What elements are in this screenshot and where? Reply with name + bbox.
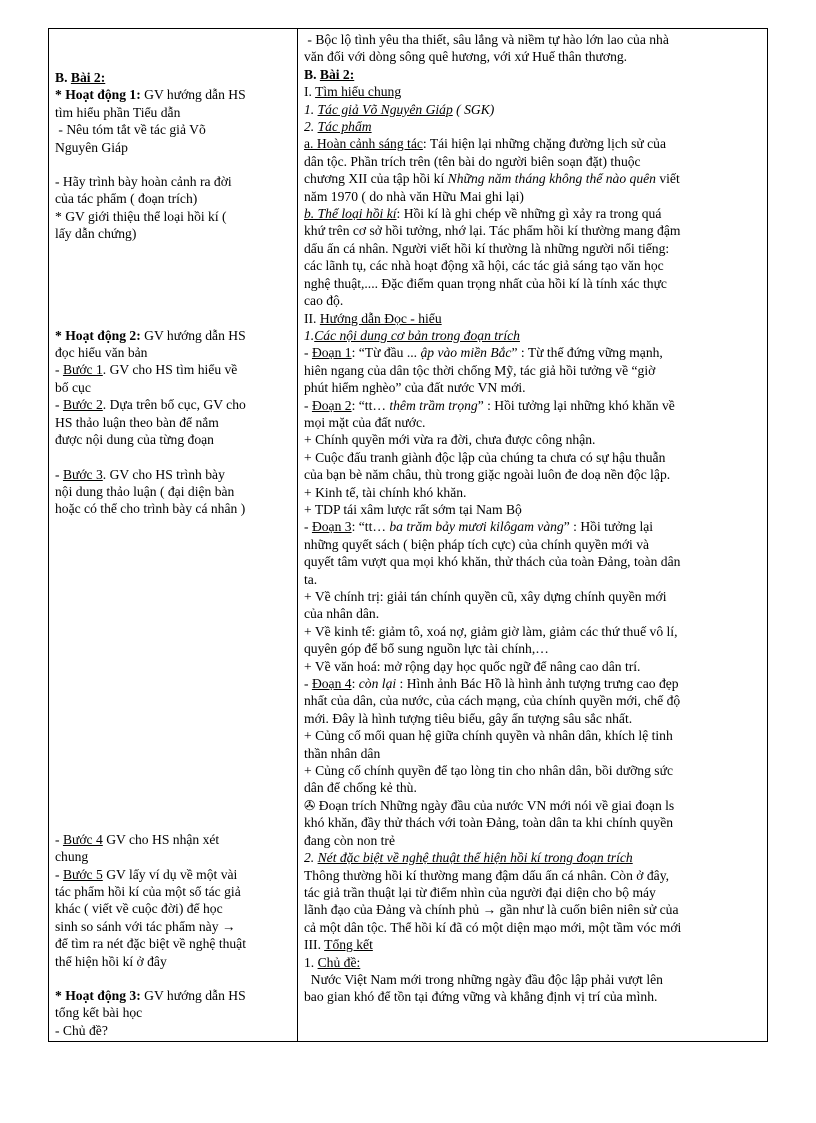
text-run: mọi mặt của đất nước. xyxy=(304,414,426,430)
text-run: bao gian khó để tồn tại đứng vững và khẳng định vị trí của mình. xyxy=(304,989,658,1005)
text-line xyxy=(304,849,763,866)
text-run: HS thảo luận theo bàn để nắm xyxy=(55,414,219,430)
text-line xyxy=(304,188,763,205)
text-run: ” : Hồi tưởng lại xyxy=(563,519,654,535)
text-line xyxy=(55,431,293,448)
text-run: tác giả trần thuật lại từ điểm nhìn của người đại diện cho bộ máy xyxy=(304,884,656,900)
text-run: 1. xyxy=(304,954,318,970)
text-line xyxy=(304,954,763,971)
text-run: Tìm hiểu chung xyxy=(315,84,402,100)
text-run: Những năm tháng không thể nào quên xyxy=(447,171,656,187)
text-line xyxy=(55,466,293,483)
text-line xyxy=(55,1022,293,1039)
text-run: ” : Từ thế đứng vững mạnh, xyxy=(511,345,663,361)
text-run: * Hoạt động 3: xyxy=(55,987,145,1003)
text-line xyxy=(304,518,763,535)
text-run: hoặc có thể cho trình bày cá nhân ) xyxy=(55,501,246,517)
text-line xyxy=(304,710,763,727)
text-line xyxy=(304,240,763,257)
text-run: . GV cho HS tìm hiểu về xyxy=(102,362,238,378)
text-run: quyết tâm vượt qua mọi khó khăn, thử thách của toàn Đảng, toàn dân xyxy=(304,554,681,570)
text-line xyxy=(304,867,763,884)
text-run: nội dung thảo luận ( đại diện bàn xyxy=(55,483,235,499)
text-run: - xyxy=(55,831,63,847)
text-line xyxy=(304,779,763,796)
text-line xyxy=(55,361,293,378)
text-run: dấu ấn cá nhân. Người viết hồi kí thường là những người nổi tiếng: xyxy=(304,240,670,256)
text-run: tác phẩm hồi kí của một số tác giả xyxy=(55,883,241,899)
text-run: Bước 5 xyxy=(62,866,103,882)
left-block xyxy=(55,86,293,156)
text-run: Đoạn 2 xyxy=(311,397,352,413)
text-run: GV hướng dẫn HS xyxy=(144,987,246,1003)
lesson-plan-table xyxy=(48,28,768,1042)
text-run: được nội dung của từng đoạn xyxy=(55,432,214,448)
text-line xyxy=(304,901,763,918)
text-run: Đoạn 3 xyxy=(311,519,352,535)
text-run: - xyxy=(304,345,312,361)
text-run: b. Thể loại hồi kí xyxy=(304,206,397,222)
text-run: GV cho HS nhận xét xyxy=(102,831,220,847)
text-run: của nhân dân. xyxy=(304,606,380,622)
text-line xyxy=(304,153,763,170)
text-run: chương XII của tập hồi kí xyxy=(304,171,448,187)
text-line xyxy=(304,397,763,414)
text-run: Tổng kết xyxy=(324,937,373,953)
text-run: Bước 3 xyxy=(62,466,103,482)
text-run: đọc hiểu văn bản xyxy=(55,345,148,361)
text-line xyxy=(304,101,763,118)
text-run: 1. xyxy=(304,327,315,343)
text-line xyxy=(55,883,293,900)
text-run: Đoạn 1 xyxy=(311,345,352,361)
text-run: : Tái hiện lại những chặng đường lịch sử của xyxy=(422,136,666,152)
lesson-content-column xyxy=(298,29,768,1042)
text-line xyxy=(304,257,763,274)
text-run: Tác phẩm xyxy=(317,119,372,135)
text-line xyxy=(304,135,763,152)
text-line xyxy=(55,935,293,952)
text-run: để tìm ra nét đặc biệt về nghệ thuật xyxy=(55,936,246,952)
text-run: * Hoạt động 1: xyxy=(55,87,145,103)
text-run: - xyxy=(55,466,63,482)
text-line xyxy=(304,310,763,327)
text-line xyxy=(304,292,763,309)
text-run: + Củng cố chính quyền để tạo lòng tin cho nhân dân, bồi dưỡng sức xyxy=(304,763,673,779)
text-line xyxy=(55,483,293,500)
text-run: chung xyxy=(55,849,89,865)
text-run: + Củng cố mối quan hệ giữa chính quyền và nhân dân, khích lệ tinh xyxy=(304,728,673,744)
text-line xyxy=(304,118,763,135)
text-line xyxy=(304,640,763,657)
text-run: lấy dẫn chứng) xyxy=(55,226,137,242)
text-line xyxy=(55,208,293,225)
text-run: lãnh đạo của Đảng và chính phủ → gần như là cuốn biên niên sử của xyxy=(304,902,679,918)
text-run: GV lấy ví dụ về một vài xyxy=(102,866,238,882)
text-line xyxy=(55,918,293,935)
text-run: Các nội dung cơ bản trong đoạn trích xyxy=(314,327,520,343)
text-run: sinh so sánh với tác phẩm này → xyxy=(55,918,236,934)
text-run: Chủ đề: xyxy=(317,954,361,970)
text-line xyxy=(55,86,293,103)
text-run: Thông thường hồi kí thường mang đậm dấu ấn cá nhân. Còn ở đây, xyxy=(304,867,670,883)
text-line xyxy=(55,500,293,517)
text-line xyxy=(55,848,293,865)
text-line xyxy=(55,987,293,1004)
text-run: III. xyxy=(304,937,325,953)
text-run: tổng kết bài học xyxy=(55,1005,143,1021)
table-row xyxy=(49,29,768,1042)
text-run: + Về chính trị: giải tán chính quyền cũ, xây dựng chính quyền mới xyxy=(304,589,667,604)
text-line xyxy=(304,623,763,640)
text-line xyxy=(55,139,293,156)
text-line xyxy=(55,344,293,361)
text-line xyxy=(304,66,763,83)
text-run: ta. xyxy=(304,571,318,587)
text-run: ập vào miền Bắc xyxy=(420,345,512,361)
text-run: Nguyên Giáp xyxy=(55,139,128,155)
text-run: + Kinh tế, tài chính khó khăn. xyxy=(304,484,467,500)
text-run: a. Hoàn cảnh sáng tác xyxy=(304,136,423,152)
text-line xyxy=(304,536,763,553)
text-line xyxy=(304,814,763,831)
text-run: đang còn non trẻ xyxy=(304,832,395,848)
text-line xyxy=(304,675,763,692)
text-run: Tác giả Võ Nguyên Giáp xyxy=(317,101,453,117)
text-line xyxy=(304,379,763,396)
text-line xyxy=(55,104,293,121)
text-run: + Chính quyền mới vừa ra đời, chưa được công nhận. xyxy=(304,432,596,448)
text-run: * Hoạt động 2: xyxy=(55,327,145,343)
text-line xyxy=(304,501,763,518)
text-run: dân để chống kẻ thù. xyxy=(304,780,417,796)
text-run: I. xyxy=(304,84,316,100)
text-run: Nước Việt Nam mới trong những ngày đầu độc lập phải vượt lên xyxy=(304,971,663,987)
text-run: mới. Đây là hình tượng tiêu biểu, gây ấn tượng sâu sắc nhất. xyxy=(304,710,633,726)
text-run: còn lại xyxy=(358,676,397,692)
text-run: B. xyxy=(55,70,71,85)
text-run: các lãnh tụ, các nhà hoạt động xã hội, các tác giả sáng tạo văn học xyxy=(304,258,664,274)
text-run: II. xyxy=(304,310,320,326)
left-block xyxy=(55,831,293,970)
text-run: phút hiểm nghèo” của đất nước VN mới. xyxy=(304,380,526,396)
text-run: bố cục xyxy=(55,379,91,395)
text-run: : Hồi kí là ghi chép về những gì xảy ra trong quá xyxy=(396,206,662,222)
text-line xyxy=(304,466,763,483)
text-line xyxy=(55,831,293,848)
text-run: tìm hiểu phần Tiểu dẫn xyxy=(55,104,181,120)
text-run: khứ trên cơ sở hồi tưởng, nhớ lại. Tác phẩm hồi kí thường mang đậm xyxy=(304,223,681,239)
teacher-activities-column xyxy=(49,29,298,1042)
text-run: Bước 2 xyxy=(62,397,103,413)
left-block xyxy=(55,69,293,86)
text-run: : “Từ đầu ... xyxy=(351,345,421,361)
text-run: GV hướng dẫn HS xyxy=(144,87,246,103)
text-run: Bước 1 xyxy=(62,362,103,378)
text-line xyxy=(304,83,763,100)
text-line xyxy=(304,344,763,361)
text-run: nghệ thuật,.... Đặc điểm quan trọng nhất của hồi kí là tính xác thực xyxy=(304,275,667,291)
text-run: 2. xyxy=(304,119,318,135)
left-block xyxy=(55,327,293,449)
text-line xyxy=(304,588,763,605)
text-line xyxy=(55,414,293,431)
text-run: - Nêu tóm tắt về tác giả Võ xyxy=(55,122,206,138)
text-line xyxy=(55,225,293,242)
text-run: của tác phẩm ( đoạn trích) xyxy=(55,191,198,207)
text-line xyxy=(304,745,763,762)
text-run: ” : Hồi tưởng lại những khó khăn về xyxy=(477,397,675,413)
text-line xyxy=(304,431,763,448)
text-line xyxy=(304,31,763,48)
text-run: + Về văn hoá: mở rộng dạy học quốc ngữ để nâng cao dân trí. xyxy=(304,658,641,674)
text-run: * GV giới thiệu thể loại hồi kí ( xyxy=(55,208,227,224)
text-line xyxy=(304,449,763,466)
text-run: - Hãy trình bày hoàn cảnh ra đời xyxy=(55,174,232,190)
text-line xyxy=(55,190,293,207)
text-line xyxy=(55,69,293,86)
text-run: của bạn bè năm châu, thù trong giặc ngoài luôn đe doạ nền độc lập. xyxy=(304,467,671,483)
text-line xyxy=(55,379,293,396)
text-run: cao độ. xyxy=(304,293,344,309)
left-block xyxy=(55,173,293,243)
text-line xyxy=(304,727,763,744)
text-line xyxy=(55,953,293,970)
text-line xyxy=(55,173,293,190)
text-run: : “tt… xyxy=(351,519,390,535)
text-run: thể hiện hồi kí ở đây xyxy=(55,953,167,969)
text-line xyxy=(304,971,763,988)
text-line xyxy=(304,919,763,936)
text-run: - xyxy=(304,519,312,535)
text-line xyxy=(304,571,763,588)
text-run: - Chủ đề? xyxy=(55,1022,108,1038)
text-run: - xyxy=(55,397,63,413)
text-run: : xyxy=(351,676,359,692)
text-line xyxy=(304,48,763,65)
text-line xyxy=(304,884,763,901)
text-line xyxy=(304,205,763,222)
text-line xyxy=(55,900,293,917)
text-line xyxy=(304,553,763,570)
text-run: ( SGK) xyxy=(452,101,495,117)
text-run: Bước 4 xyxy=(62,831,103,847)
text-line xyxy=(304,170,763,187)
text-line xyxy=(304,362,763,379)
text-line xyxy=(304,327,763,344)
text-line xyxy=(304,692,763,709)
text-line xyxy=(304,484,763,501)
text-run: - xyxy=(304,397,312,413)
right-block xyxy=(304,31,763,1006)
text-run: văn đối với dòng sông quê hương, với xứ Huế thân thương. xyxy=(304,49,628,65)
text-run: GV hướng dẫn HS xyxy=(144,327,246,343)
text-line xyxy=(304,222,763,239)
text-run: . GV cho HS trình bày xyxy=(102,466,225,482)
text-run: Đoạn 4 xyxy=(311,676,352,692)
text-run: + Về kinh tế: giảm tô, xoá nợ, giảm giờ làm, giảm các thứ thuế vô lí, xyxy=(304,623,678,639)
text-run: + TDP tái xâm lược rất sớm tại Nam Bộ xyxy=(304,501,522,517)
text-run: khác ( viết về cuộc đời) để học xyxy=(55,901,223,917)
text-run: Bài 2: xyxy=(70,70,106,85)
text-run: ba trăm bảy mươi kilôgam vàng xyxy=(389,519,564,535)
text-run: hiên ngang của dân tộc thời chống Mỹ, tác giả hồi tưởng về “giờ xyxy=(304,362,656,378)
text-run: 2. xyxy=(304,850,318,866)
text-run: những quyết sách ( biện pháp tích cực) của chính quyền mới và xyxy=(304,536,650,552)
text-line xyxy=(55,396,293,413)
text-line xyxy=(304,797,763,814)
text-run: : “tt… xyxy=(351,397,390,413)
text-run: nhất của dân, của nước, của cách mạng, của chính quyền mới, chế độ xyxy=(304,693,681,709)
text-run: : Hình ảnh Bác Hồ là hình ảnh tượng trưng cao đẹp xyxy=(396,676,679,692)
text-run: viết xyxy=(655,171,680,187)
text-run: Bài 2: xyxy=(319,66,355,82)
text-run: Nét đặc biệt về nghệ thuật thể hiện hồi kí trong đoạn trích xyxy=(317,850,633,866)
text-run: - xyxy=(55,362,63,378)
text-run: ✇ Đoạn trích Những ngày đầu của nước VN mới nói về giai đoạn ls xyxy=(304,797,675,813)
left-block xyxy=(55,466,293,518)
text-line xyxy=(55,327,293,344)
text-run: thêm trầm trọng xyxy=(389,397,478,413)
text-run: - xyxy=(55,866,63,882)
text-run: Hướng dẫn Đọc - hiểu xyxy=(319,310,442,326)
text-run: khó khăn, đầy thử thách với toàn Đảng, toàn dân ta khi chính quyền xyxy=(304,815,674,831)
left-block xyxy=(55,987,293,1039)
text-run: - xyxy=(304,676,312,692)
text-run: 1. xyxy=(304,101,318,117)
text-line xyxy=(304,762,763,779)
text-line xyxy=(304,832,763,849)
text-run: dân tộc. Phần trích trên (tên bài do người biên soạn đặt) thuộc xyxy=(304,153,641,169)
text-run: . Dựa trên bố cục, GV cho xyxy=(102,397,246,413)
text-run: B. xyxy=(304,66,320,82)
text-line xyxy=(55,121,293,138)
text-run: thần nhân dân xyxy=(304,745,381,761)
text-run: quyên góp để bổ sung nguồn lực tài chính,… xyxy=(304,641,549,657)
text-line xyxy=(304,275,763,292)
text-line xyxy=(304,936,763,953)
text-line xyxy=(55,866,293,883)
text-line xyxy=(304,605,763,622)
text-line xyxy=(304,658,763,675)
text-run: cả một dân tộc. Thể hồi kí đã có một diện mạo mới, một tầm vóc mới xyxy=(304,919,682,935)
text-run: + Cuộc đấu tranh giành độc lập của chúng ta chưa có sự hậu thuẫn xyxy=(304,449,666,465)
text-line xyxy=(55,1004,293,1021)
text-line xyxy=(304,414,763,431)
text-run: năm 1970 ( do nhà văn Hữu Mai ghi lại) xyxy=(304,188,524,204)
text-run: - Bộc lộ tình yêu tha thiết, sâu lắng và niềm tự hào lớn lao của nhà xyxy=(304,32,669,47)
text-line xyxy=(304,988,763,1005)
